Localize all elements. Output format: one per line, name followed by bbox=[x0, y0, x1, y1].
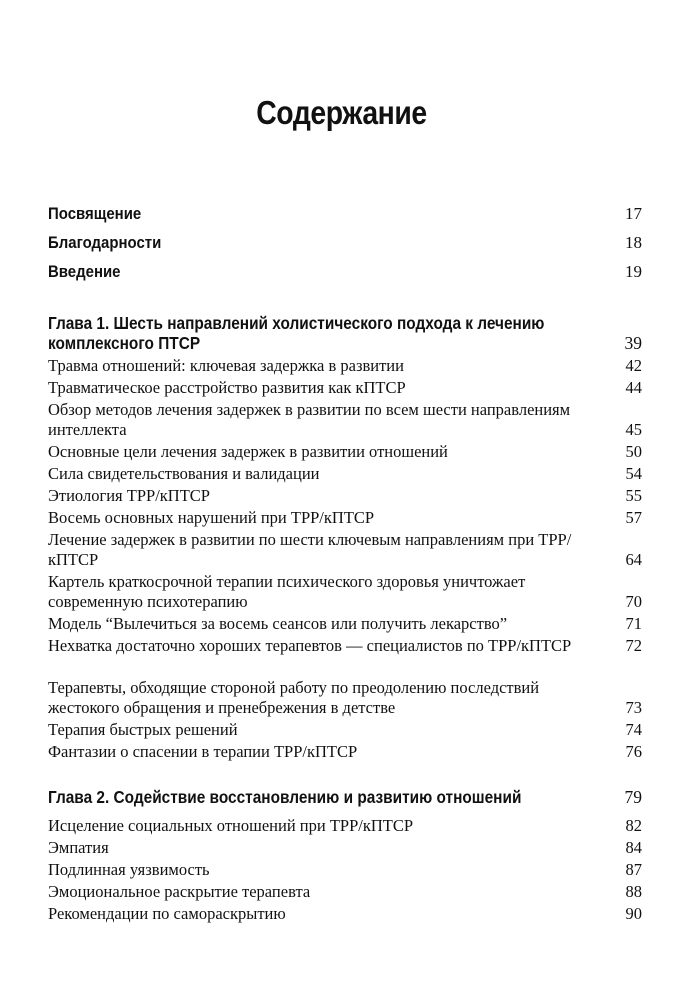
chapter-page-number: 39 bbox=[624, 333, 642, 353]
section-page: 84 bbox=[625, 838, 642, 857]
toc-section[interactable] bbox=[48, 356, 642, 376]
section-title: Модель “Вылечиться за восемь сеансов или получить лекарство” bbox=[48, 614, 508, 633]
toc-section[interactable] bbox=[48, 636, 642, 656]
page-title: Содержание bbox=[256, 94, 427, 131]
toc-section[interactable] bbox=[48, 904, 642, 924]
section-title: Сила свидетельствования и валидации bbox=[48, 464, 320, 483]
section-title: Нехватка достаточно хороших терапевтов — специалистов по ТРР/кПТСР bbox=[48, 636, 572, 655]
chapter-title: Глава 2. Содействие восстановлению и развитию отношений bbox=[48, 787, 522, 807]
toc-section[interactable] bbox=[48, 742, 642, 762]
section-page: 54 bbox=[625, 464, 642, 483]
section-title: Подлинная уязвимость bbox=[48, 860, 210, 879]
toc-section[interactable] bbox=[48, 678, 642, 718]
section-title: Эмоциональное раскрытие терапевта bbox=[48, 882, 311, 901]
toc-section[interactable] bbox=[48, 860, 642, 880]
section-page: 74 bbox=[625, 720, 642, 739]
section-title: Восемь основных нарушений при ТРР/кПТСР bbox=[48, 508, 375, 527]
section-page: 70 bbox=[625, 592, 642, 611]
section-title: Травматическое расстройство развития как кПТСР bbox=[48, 378, 406, 397]
section-title: Травма отношений: ключевая задержка в развитии bbox=[48, 356, 404, 375]
toc-page-number: 17 bbox=[625, 204, 642, 223]
section-title: Исцеление социальных отношений при ТРР/кПТСР bbox=[48, 816, 414, 835]
toc-chapter-1[interactable] bbox=[48, 313, 642, 353]
toc-section[interactable] bbox=[48, 508, 642, 528]
toc-entry-title: Посвящение bbox=[48, 204, 142, 223]
section-title: Обзор методов лечения задержек в развитии по всем шести направлениям интеллекта bbox=[48, 400, 571, 439]
section-page: 73 bbox=[625, 698, 642, 717]
toc-section[interactable] bbox=[48, 720, 642, 740]
chapter-page-number: 79 bbox=[624, 787, 642, 807]
section-title: Терапевты, обходящие стороной работу по преодолению последствий жестокого обращения и пренебрежения в детстве bbox=[48, 678, 540, 717]
toc-entry-dedication[interactable] bbox=[48, 204, 642, 224]
section-page: 82 bbox=[625, 816, 642, 835]
section-page: 45 bbox=[625, 420, 642, 439]
section-title: Фантазии о спасении в терапии ТРР/кПТСР bbox=[48, 742, 358, 761]
section-page: 72 bbox=[625, 636, 642, 655]
toc-section[interactable] bbox=[48, 816, 642, 836]
toc-section[interactable] bbox=[48, 464, 642, 484]
toc-section[interactable] bbox=[48, 838, 642, 858]
section-page: 57 bbox=[625, 508, 642, 527]
toc-section[interactable] bbox=[48, 486, 642, 506]
toc-entry-introduction[interactable] bbox=[48, 262, 642, 282]
section-page: 44 bbox=[625, 378, 642, 397]
section-page: 71 bbox=[625, 614, 642, 633]
toc-page-number: 18 bbox=[625, 233, 642, 252]
toc-entry-title: Благодарности bbox=[48, 233, 162, 252]
section-page: 87 bbox=[625, 860, 642, 879]
section-page: 42 bbox=[625, 356, 642, 375]
toc-section[interactable] bbox=[48, 530, 642, 570]
toc-chapter-2[interactable] bbox=[48, 787, 642, 807]
section-title: Рекомендации по самораскрытию bbox=[48, 904, 286, 923]
section-title: Эмпатия bbox=[48, 838, 109, 857]
section-title: Основные цели лечения задержек в развитии отношений bbox=[48, 442, 448, 461]
section-title: Этиология ТРР/кПТСР bbox=[48, 486, 210, 505]
section-page: 88 bbox=[625, 882, 642, 901]
toc-entry-title: Введение bbox=[48, 262, 121, 281]
section-page: 76 bbox=[625, 742, 642, 761]
toc-page-number: 19 bbox=[625, 262, 642, 281]
toc-section[interactable] bbox=[48, 572, 642, 612]
toc-section[interactable] bbox=[48, 882, 642, 902]
section-page: 90 bbox=[625, 904, 642, 923]
section-page: 55 bbox=[625, 486, 642, 505]
toc-section[interactable] bbox=[48, 400, 642, 440]
toc-entry-acknowledgements[interactable] bbox=[48, 233, 642, 253]
section-page: 64 bbox=[625, 550, 642, 569]
section-title: Лечение задержек в развитии по шести ключевым направлениям при ТРР/кПТСР bbox=[48, 530, 572, 569]
section-title: Картель краткосрочной терапии психического здоровья уничтожает современную психотерапию bbox=[48, 572, 526, 611]
toc-section[interactable] bbox=[48, 614, 642, 634]
section-title: Терапия быстрых решений bbox=[48, 720, 238, 739]
section-page: 50 bbox=[625, 442, 642, 461]
chapter-title: Глава 1. Шесть направлений холистического подхода к лечению комплексного ПТСР bbox=[48, 313, 545, 353]
toc-section[interactable] bbox=[48, 378, 642, 398]
toc-section[interactable] bbox=[48, 442, 642, 462]
